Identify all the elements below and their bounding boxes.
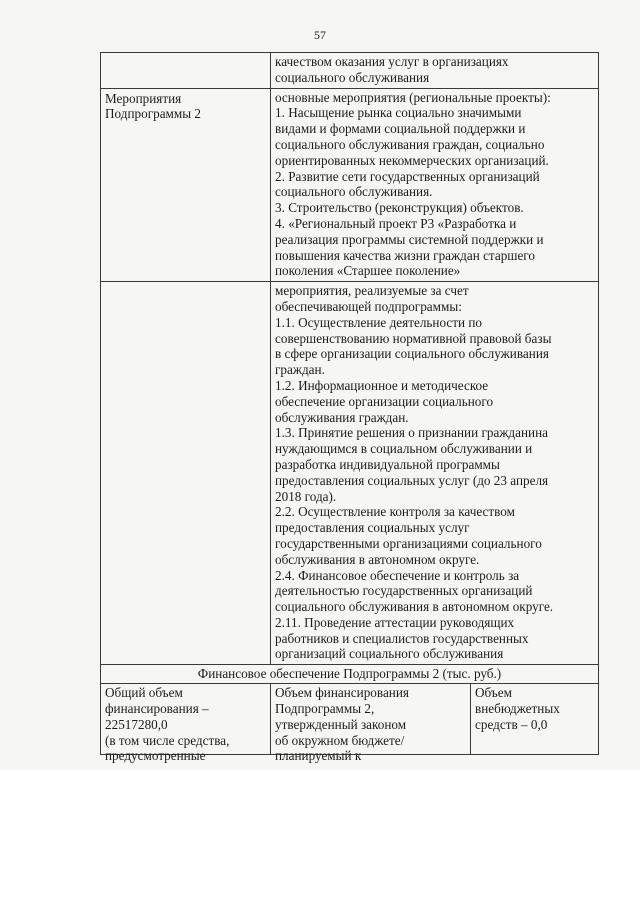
text-line: 22517280,0 — [105, 716, 168, 732]
text-line: предоставления социальных услуг — [275, 520, 470, 536]
text-line: 2018 года). — [275, 488, 337, 504]
table-row — [101, 281, 598, 664]
text-line: обеспечение организации социального — [275, 393, 494, 409]
financing-row — [101, 683, 598, 764]
text-line: 1.1. Осуществление деятельности по — [275, 314, 483, 330]
page-number: 57 — [314, 28, 326, 42]
text-line: работников и специалистов государственных — [275, 630, 529, 646]
text-line: основные мероприятия (региональные проекты): — [275, 89, 551, 105]
total-financing-cell — [101, 684, 271, 764]
financing-header: Финансовое обеспечение Подпрограммы 2 (тыс. руб.) — [101, 664, 598, 683]
text-line: (в том числе средства, — [105, 732, 230, 748]
row-content-cell — [271, 282, 598, 664]
text-line: 3. Строительство (реконструкция) объектов. — [275, 200, 524, 216]
text-line: разработка индивидуальной программы — [275, 456, 500, 472]
text-line: социального обслуживания — [275, 69, 430, 85]
text-line: Подпрограммы 2, — [275, 701, 375, 717]
text-line: 1.3. Принятие решения о признании гражданина — [275, 425, 549, 441]
text-line: 1. Насыщение рынка социально значимыми — [275, 105, 522, 121]
table-row — [101, 88, 598, 282]
text-line: в сфере организации социального обслуживания — [275, 346, 549, 362]
text-line: Объем — [475, 685, 512, 701]
text-line: видами и формами социальной поддержки и — [275, 121, 526, 137]
text-line: нуждающимся в социальном обслуживании и — [275, 441, 533, 457]
text-line: государственными организациями социального — [275, 535, 542, 551]
text-line: граждан. — [275, 362, 325, 378]
text-line: обеспечивающей подпрограммы: — [275, 298, 462, 314]
text-line: средств – 0,0 — [475, 716, 548, 732]
text-line: 4. «Региональный проект Р3 «Разработка и — [275, 215, 517, 231]
text-line: 2.4. Финансовое обеспечение и контроль за — [275, 567, 520, 583]
text-line: ориентированных некоммерческих организаций. — [275, 152, 549, 168]
text-line: 2.2. Осуществление контроля за качеством — [275, 504, 515, 520]
text-line: повышения качества жизни граждан старшего — [275, 247, 535, 263]
text-line: качеством оказания услуг в организациях — [275, 54, 509, 69]
row-content-cell — [271, 89, 598, 282]
text-line: мероприятия, реализуемые за счет — [275, 283, 469, 299]
text-line: обслуживания в автономном округе. — [275, 551, 480, 567]
row-label-cell — [101, 282, 271, 664]
text-line: предусмотренные — [105, 748, 206, 764]
text-line: Мероприятия — [105, 90, 182, 106]
text-line: 2.11. Проведение аттестации руководящих — [275, 614, 515, 630]
text-line: Объем финансирования — [275, 685, 409, 701]
text-line: планируемый к — [275, 748, 362, 764]
text-line: 2. Развитие сети государственных организаций — [275, 168, 540, 184]
row-label-cell — [101, 89, 271, 282]
program-table — [100, 52, 599, 764]
budget-financing-cell — [271, 684, 471, 764]
text-line: совершенствованию нормативной правовой базы — [275, 330, 552, 346]
text-line: внебюджетных — [475, 701, 560, 717]
text-line: 1.2. Информационное и методическое — [275, 377, 489, 393]
extrabudgetary-financing-cell — [471, 684, 598, 754]
row-content-cell — [271, 53, 598, 88]
text-line: организаций социального обслуживания — [275, 646, 504, 662]
text-line: утвержденный законом — [275, 716, 407, 732]
text-line: предоставления социальных услуг (до 23 апреля — [275, 472, 549, 488]
text-line: об окружном бюджете/ — [275, 732, 405, 748]
text-line: Общий объем — [105, 685, 183, 701]
text-line: Подпрограммы 2 — [105, 106, 201, 122]
text-line: деятельностью государственных организаций — [275, 583, 533, 599]
row-label-cell — [101, 53, 271, 88]
table-row — [101, 53, 598, 88]
text-line: социального обслуживания граждан, социально — [275, 136, 545, 152]
text-line: финансирования – — [105, 701, 209, 717]
text-line: поколения «Старшее поколение» — [275, 263, 461, 279]
text-line: реализация программы системной поддержки и — [275, 231, 544, 247]
text-line: обслуживания граждан. — [275, 409, 409, 425]
text-line: социального обслуживания в автономном округе. — [275, 599, 554, 615]
text-line: социального обслуживания. — [275, 184, 433, 200]
